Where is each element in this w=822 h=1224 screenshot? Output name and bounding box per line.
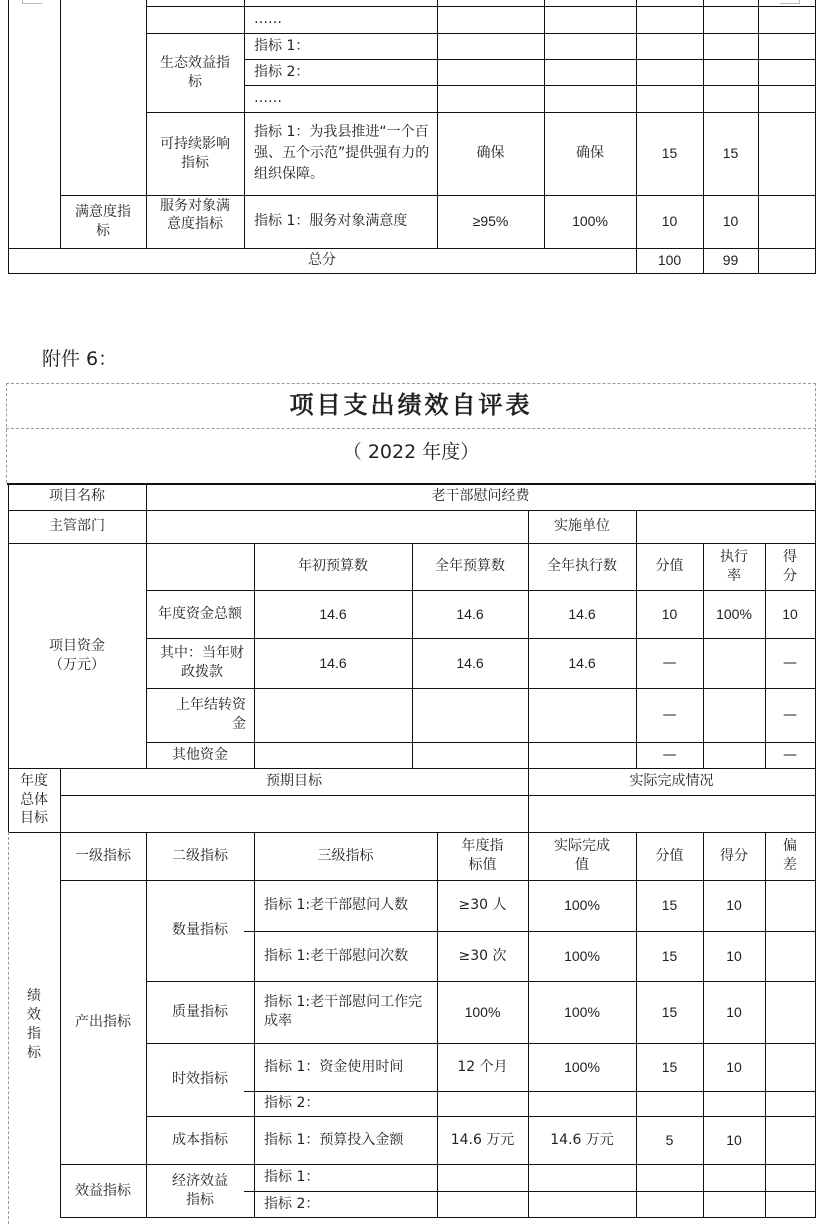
funds-executed: 14.6 [568,654,596,671]
indicator-text: 指标 1:老干部慰问次数 [264,947,409,964]
funds-executed: 14.6 [568,605,596,622]
funds-header: 全年预算数 [435,558,505,575]
indicator-target: ≥30 次 [458,947,507,964]
funds-score: — [783,654,797,671]
cost-label: 成本指标 [172,1131,228,1148]
funds-score: 10 [782,605,798,622]
benefit-label: 效益指标 [75,1182,131,1199]
funds-initial: 14.6 [319,654,347,671]
indicator-score: 10 [726,897,742,914]
indicator-value: 5 [665,1131,674,1148]
satisfaction-value: 10 [661,213,678,230]
perf-header: 年度指标值 [461,838,504,873]
satisfaction-score: 10 [722,213,739,230]
funds-header: 分值 [655,558,684,575]
perf-header: 偏差 [783,838,797,873]
satisfaction-actual: 100% [572,213,608,230]
satisfaction-l2: 服务对象满意度指标 [160,198,230,233]
perf-header: 二级指标 [172,847,228,864]
perf-header: 三级指标 [317,847,374,864]
funds-header: 执行率 [720,548,748,584]
funds-value: — [662,706,677,723]
indicator-target: 100% [464,1003,501,1020]
eco-ellipsis: …… [254,90,282,107]
indicator-target: 12 个月 [457,1058,508,1075]
total-value: 100 [657,252,682,269]
funds-value: 10 [661,605,678,622]
satisfaction-l1: 满意度指标 [75,203,131,239]
eco-indicator-2: 指标 2： [254,63,310,80]
funds-value: — [662,654,677,671]
indicator-target: ≥30 人 [458,897,507,914]
sustain-target: 确保 [476,145,505,162]
indicator-value: 15 [661,897,678,914]
indicator-value: 15 [661,1058,678,1075]
indicator-actual: 100% [564,947,600,964]
funds-annual: 14.6 [456,654,484,671]
attachment-label: 附件 6： [42,348,118,370]
funds-row-label: 上年结转资金 [176,697,246,732]
econ-label: 经济效益指标 [172,1173,228,1208]
indicator-text: 指标 1:老干部慰问工作完成率 [264,994,423,1029]
indicator-actual: 100% [564,1058,600,1075]
goal-label: 年度总体目标 [20,772,48,827]
indicator-target: 14.6 万元 [450,1131,515,1148]
perf-label: 绩效指标 [27,988,41,1061]
form-title: 项目支出绩效自评表 [289,391,533,420]
indicator-text: 指标 1：预算投入金额 [264,1131,404,1148]
goal-actual-label: 实际完成情况 [629,773,714,790]
total-score: 99 [722,252,739,269]
funds-label: 项目资金（万元） [49,637,105,673]
funds-score: — [783,746,797,763]
funds-score: — [783,706,797,723]
dept-value [146,510,528,543]
funds-header: 年初预算数 [298,558,368,575]
sustain-score: 15 [722,145,739,162]
indicator-value: 15 [661,947,678,964]
indicator-text: 指标 1：资金使用时间 [264,1058,404,1075]
dept-label: 主管部门 [49,518,105,535]
sustain-value: 15 [661,145,678,162]
sustain-actual: 确保 [576,145,604,162]
quality-label: 质量指标 [172,1003,228,1020]
indicator-text: 指标 1:老干部慰问人数 [264,897,409,914]
indicator-actual: 100% [564,897,600,914]
indicator-actual: 100% [564,1003,600,1020]
eco-benefit-label: 生态效益指标 [160,54,230,90]
perf-header: 一级指标 [75,847,131,864]
perf-header: 实际完成值 [554,838,610,873]
perf-header: 得分 [720,847,748,864]
funds-header: 得分 [783,548,797,584]
project-name: 老干部慰问经费 [431,488,530,505]
funds-initial: 14.6 [319,605,347,622]
quantity-label: 数量指标 [172,922,228,939]
indicator-actual: 14.6 万元 [550,1131,614,1148]
perf-header: 分值 [655,847,684,864]
form-year: （ 2022 年度） [342,441,480,464]
funds-header: 全年执行数 [547,558,617,575]
eco-indicator-1: 指标 1： [254,37,310,54]
goal-expected-label: 预期目标 [266,773,322,790]
indicator-text: 指标 2： [264,1195,320,1212]
funds-rate: 100% [716,605,752,622]
sustain-label: 可持续影响指标 [160,135,230,171]
indicator-score: 10 [726,947,742,964]
impl-label: 实施单位 [554,518,610,535]
total-label: 总分 [308,252,336,269]
ellipsis-text: …… [254,11,282,28]
funds-row-label: 其中：当年财政拨款 [160,645,244,680]
funds-row-label: 年度资金总额 [158,605,242,622]
indicator-text: 指标 1： [264,1169,320,1186]
satisfaction-indicator: 指标 1：服务对象满意度 [254,213,408,230]
output-label: 产出指标 [75,1013,131,1030]
indicator-text: 指标 2： [264,1095,320,1112]
indicator-score: 10 [726,1058,742,1075]
funds-value: — [662,746,677,763]
project-name-label: 项目名称 [49,488,105,505]
funds-rate [703,638,765,688]
funds-annual: 14.6 [456,605,484,622]
page-corner-mark [22,0,42,4]
indicator-score: 10 [726,1131,742,1148]
impl-value [636,510,815,543]
timeliness-label: 时效指标 [172,1071,228,1088]
page-corner-mark [780,0,800,4]
indicator-value: 15 [661,1003,678,1020]
sustain-indicator: 指标 1：为我县推进“一个百强、五个示范”提供强有力的组织保障。 [254,124,430,182]
funds-row-label: 其他资金 [172,746,228,763]
indicator-score: 10 [726,1003,742,1020]
satisfaction-target: ≥95% [472,213,509,230]
